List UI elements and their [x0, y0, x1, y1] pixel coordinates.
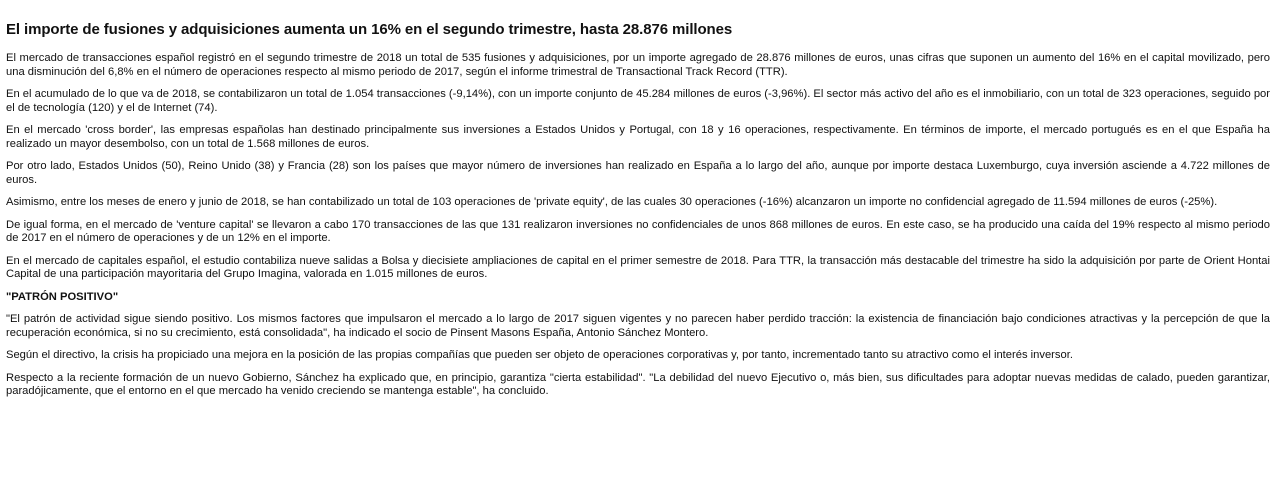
article-paragraph: En el acumulado de lo que va de 2018, se contabilizaron un total de 1.054 transacciones (-9,14%), con un importe conjunto de 45.284 millones de euros (-3,96%). El sector más activo del año es el inmobiliario, con un total de 323 operaciones, seguido por el de tecnología (120) y el de Internet (74).	[6, 88, 1270, 114]
article-paragraph: El mercado de transacciones español registró en el segundo trimestre de 2018 un total de 535 fusiones y adquisiciones, por un importe agregado de 28.876 millones de euros, unas cifras que suponen un aumento del 16% en el capital movilizado, pero una disminución del 6,8% en el número de operaciones respecto al mismo periodo de 2017, según el informe trimestral de Transactional Track Record (TTR).	[6, 52, 1270, 78]
article-subheading: "PATRÓN POSITIVO"	[6, 290, 119, 303]
article-paragraph: En el mercado 'cross border', las empresas españolas han destinado principalmente sus inversiones a Estados Unidos y Portugal, con 18 y 16 operaciones, respectivamente. En términos de importe, el mercado portugués es en el que España ha realizado un mayor desembolso, con un total de 1.568 millones de euros.	[6, 124, 1270, 150]
article-paragraph: De igual forma, en el mercado de 'venture capital' se llevaron a cabo 170 transacciones de las que 131 realizaron inversiones no confidenciales de unos 868 millones de euros. En este caso, se ha producido una caída del 19% respecto al mismo periodo de 2017 en el número de operaciones y de un 12% en el importe.	[6, 218, 1270, 244]
article-paragraph: Según el directivo, la crisis ha propiciado una mejora en la posición de las propias compañías que pueden ser objeto de operaciones corporativas y, por tanto, incrementado tanto su atractivo como el interés inversor.	[6, 349, 1073, 361]
article-paragraph: "El patrón de actividad sigue siendo positivo. Los mismos factores que impulsaron el mercado a lo largo de 2017 siguen vigentes y no parecen haber perdido tracción: la existencia de financiación bajo condiciones atractivas y la percepción de que la recuperación económica, si no su crecimiento, está consolidada", ha indicado el socio de Pinsent Masons España, Antonio Sánchez Montero.	[6, 313, 1270, 339]
article-title: El importe de fusiones y adquisiciones aumenta un 16% en el segundo trimestre, hasta 28.876 millones	[6, 21, 733, 38]
article-paragraph: En el mercado de capitales español, el estudio contabiliza nueve salidas a Bolsa y diecisiete ampliaciones de capital en el primer semestre de 2018. Para TTR, la transacción más destacable del trimestre ha sido la adquisición por parte de Orient Hontai Capital de una participación mayoritaria del Grupo Imagina, valorada en 1.015 millones de euros.	[6, 254, 1270, 280]
article-paragraph: Por otro lado, Estados Unidos (50), Reino Unido (38) y Francia (28) son los países que mayor número de inversiones han realizado en España a lo largo del año, aunque por importe destaca Luxemburgo, cuya inversión asciende a 4.722 millones de euros.	[6, 160, 1270, 186]
article-paragraph: Respecto a la reciente formación de un nuevo Gobierno, Sánchez ha explicado que, en principio, garantiza "cierta estabilidad". "La debilidad del nuevo Ejecutivo o, más bien, sus dificultades para adoptar nuevas medidas de calado, pueden garantizar, paradójicamente, que el entorno en el que mercado ha venido creciendo se mantenga estable", ha concluido.	[6, 371, 1270, 397]
article-paragraph: Asimismo, entre los meses de enero y junio de 2018, se han contabilizado un total de 103 operaciones de 'private equity', de las cuales 30 operaciones (-16%) alcanzaron un importe no confidencial agregado de 11.594 millones de euros (-25%).	[6, 196, 1218, 208]
